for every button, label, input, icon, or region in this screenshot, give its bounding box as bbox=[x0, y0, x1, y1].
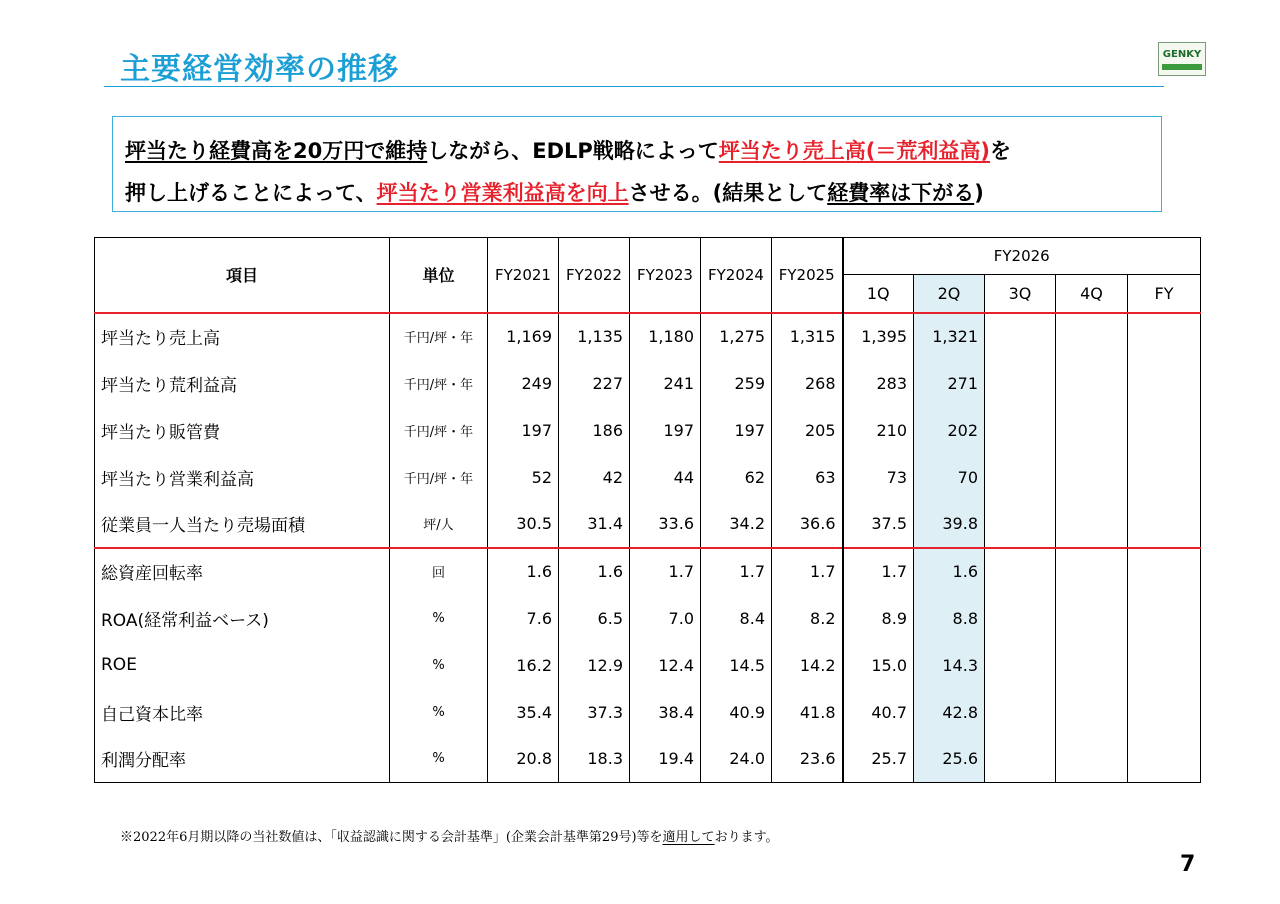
header-quarter: 4Q bbox=[1056, 275, 1128, 313]
logo-text: GENKY bbox=[1162, 49, 1202, 60]
value-cell: 52 bbox=[488, 454, 559, 501]
value-cell bbox=[1056, 360, 1128, 407]
value-cell: 19.4 bbox=[630, 736, 701, 783]
value-cell: 1,180 bbox=[630, 313, 701, 360]
value-cell bbox=[1056, 548, 1128, 595]
value-cell bbox=[985, 689, 1056, 736]
table-row bbox=[95, 407, 1201, 454]
value-cell: 241 bbox=[630, 360, 701, 407]
value-cell: 41.8 bbox=[772, 689, 843, 736]
row-item-label: 自己資本比率 bbox=[95, 689, 390, 736]
value-cell bbox=[1128, 595, 1201, 642]
table-row bbox=[95, 736, 1201, 783]
value-cell: 40.9 bbox=[701, 689, 772, 736]
value-cell: 1.7 bbox=[630, 548, 701, 595]
value-cell: 1.7 bbox=[772, 548, 843, 595]
header-quarter: 2Q bbox=[914, 275, 985, 313]
logo-bar bbox=[1162, 64, 1202, 70]
value-cell: 34.2 bbox=[701, 501, 772, 548]
header-year: FY2024 bbox=[701, 238, 772, 313]
message-segment: 坪当たり営業利益高を向上 bbox=[376, 181, 629, 205]
message-segment: ) bbox=[974, 181, 984, 205]
value-cell: 30.5 bbox=[488, 501, 559, 548]
value-cell bbox=[1056, 407, 1128, 454]
value-cell: 40.7 bbox=[843, 689, 914, 736]
value-cell: 283 bbox=[843, 360, 914, 407]
value-cell: 268 bbox=[772, 360, 843, 407]
table-row bbox=[95, 501, 1201, 548]
value-cell: 1.7 bbox=[843, 548, 914, 595]
value-cell: 12.9 bbox=[559, 642, 630, 689]
value-cell bbox=[1056, 689, 1128, 736]
header-year: FY2022 bbox=[559, 238, 630, 313]
value-cell bbox=[1056, 454, 1128, 501]
row-item-label: 利潤分配率 bbox=[95, 736, 390, 783]
value-cell: 31.4 bbox=[559, 501, 630, 548]
value-cell bbox=[985, 407, 1056, 454]
page-title: 主要経営効率の推移 bbox=[120, 52, 399, 87]
message-segment: させる。(結果として bbox=[628, 181, 828, 205]
value-cell: 210 bbox=[843, 407, 914, 454]
value-cell: 249 bbox=[488, 360, 559, 407]
value-cell: 8.9 bbox=[843, 595, 914, 642]
value-cell: 14.3 bbox=[914, 642, 985, 689]
value-cell bbox=[1056, 642, 1128, 689]
header-quarter: FY bbox=[1128, 275, 1201, 313]
row-unit: % bbox=[390, 595, 488, 642]
table-row bbox=[95, 313, 1201, 360]
table-row bbox=[95, 595, 1201, 642]
value-cell: 16.2 bbox=[488, 642, 559, 689]
value-cell: 44 bbox=[630, 454, 701, 501]
value-cell: 38.4 bbox=[630, 689, 701, 736]
value-cell: 37.3 bbox=[559, 689, 630, 736]
value-cell bbox=[985, 454, 1056, 501]
row-unit: 千円/坪・年 bbox=[390, 313, 488, 360]
value-cell bbox=[1056, 736, 1128, 783]
table-row bbox=[95, 642, 1201, 689]
value-cell: 271 bbox=[914, 360, 985, 407]
value-cell: 25.6 bbox=[914, 736, 985, 783]
value-cell: 197 bbox=[701, 407, 772, 454]
value-cell: 25.7 bbox=[843, 736, 914, 783]
row-unit: % bbox=[390, 736, 488, 783]
value-cell: 1,395 bbox=[843, 313, 914, 360]
value-cell: 197 bbox=[630, 407, 701, 454]
value-cell: 12.4 bbox=[630, 642, 701, 689]
value-cell bbox=[1128, 642, 1201, 689]
value-cell: 14.5 bbox=[701, 642, 772, 689]
row-unit: 坪/人 bbox=[390, 501, 488, 548]
value-cell: 227 bbox=[559, 360, 630, 407]
value-cell: 24.0 bbox=[701, 736, 772, 783]
value-cell: 1,321 bbox=[914, 313, 985, 360]
value-cell: 15.0 bbox=[843, 642, 914, 689]
value-cell bbox=[1128, 689, 1201, 736]
header-item: 項目 bbox=[95, 238, 390, 313]
value-cell bbox=[1128, 407, 1201, 454]
table-row bbox=[95, 454, 1201, 501]
value-cell bbox=[1128, 736, 1201, 783]
row-unit: % bbox=[390, 642, 488, 689]
value-cell bbox=[985, 313, 1056, 360]
footnote-text-end: おります。 bbox=[714, 830, 779, 845]
row-item-label: 従業員一人当たり売場面積 bbox=[95, 501, 390, 548]
value-cell: 70 bbox=[914, 454, 985, 501]
value-cell: 63 bbox=[772, 454, 843, 501]
value-cell: 35.4 bbox=[488, 689, 559, 736]
header-year: FY2025 bbox=[772, 238, 843, 313]
value-cell: 73 bbox=[843, 454, 914, 501]
row-unit: 回 bbox=[390, 548, 488, 595]
value-cell: 36.6 bbox=[772, 501, 843, 548]
value-cell bbox=[985, 360, 1056, 407]
row-unit: % bbox=[390, 689, 488, 736]
value-cell: 6.5 bbox=[559, 595, 630, 642]
page-number: 7 bbox=[1180, 852, 1196, 877]
value-cell bbox=[1056, 501, 1128, 548]
value-cell bbox=[1056, 595, 1128, 642]
row-unit: 千円/坪・年 bbox=[390, 360, 488, 407]
value-cell: 62 bbox=[701, 454, 772, 501]
header-quarter: 3Q bbox=[985, 275, 1056, 313]
value-cell: 20.8 bbox=[488, 736, 559, 783]
value-cell: 1,315 bbox=[772, 313, 843, 360]
table-row bbox=[95, 360, 1201, 407]
message-segment: しながら、EDLP戦略によって bbox=[427, 139, 719, 163]
row-item-label: 坪当たり営業利益高 bbox=[95, 454, 390, 501]
key-message-line-1 bbox=[125, 135, 1011, 165]
header-unit: 単位 bbox=[390, 238, 488, 313]
value-cell: 205 bbox=[772, 407, 843, 454]
table-row bbox=[95, 689, 1201, 736]
row-item-label: 坪当たり販管費 bbox=[95, 407, 390, 454]
value-cell: 42 bbox=[559, 454, 630, 501]
value-cell: 1.7 bbox=[701, 548, 772, 595]
value-cell: 1,275 bbox=[701, 313, 772, 360]
title-underline bbox=[104, 86, 1164, 87]
row-item-label: 総資産回転率 bbox=[95, 548, 390, 595]
message-segment: 押し上げることによって、 bbox=[125, 181, 377, 205]
row-unit: 千円/坪・年 bbox=[390, 407, 488, 454]
value-cell: 1.6 bbox=[559, 548, 630, 595]
value-cell: 202 bbox=[914, 407, 985, 454]
key-message-line-2 bbox=[125, 177, 984, 207]
header-quarter: 1Q bbox=[843, 275, 914, 313]
value-cell bbox=[985, 501, 1056, 548]
value-cell: 14.2 bbox=[772, 642, 843, 689]
row-item-label: ROA(経常利益ベース) bbox=[95, 595, 390, 642]
value-cell: 197 bbox=[488, 407, 559, 454]
value-cell bbox=[1128, 501, 1201, 548]
footnote-underlined: 適用して bbox=[662, 830, 715, 845]
header-fy2026: FY2026 bbox=[843, 238, 1201, 275]
value-cell: 8.8 bbox=[914, 595, 985, 642]
value-cell: 33.6 bbox=[630, 501, 701, 548]
row-item-label: 坪当たり荒利益高 bbox=[95, 360, 390, 407]
value-cell: 186 bbox=[559, 407, 630, 454]
value-cell bbox=[1128, 454, 1201, 501]
value-cell bbox=[1128, 548, 1201, 595]
row-unit: 千円/坪・年 bbox=[390, 454, 488, 501]
value-cell: 8.4 bbox=[701, 595, 772, 642]
footnote bbox=[120, 826, 779, 845]
message-segment: 坪当たり経費高を20万円で維持 bbox=[125, 139, 428, 163]
value-cell: 23.6 bbox=[772, 736, 843, 783]
value-cell: 37.5 bbox=[843, 501, 914, 548]
row-item-label: 坪当たり売上高 bbox=[95, 313, 390, 360]
message-segment: を bbox=[990, 139, 1011, 163]
value-cell: 8.2 bbox=[772, 595, 843, 642]
value-cell: 42.8 bbox=[914, 689, 985, 736]
message-segment: 経費率は下がる bbox=[827, 181, 975, 205]
value-cell: 1.6 bbox=[488, 548, 559, 595]
value-cell: 1,169 bbox=[488, 313, 559, 360]
header-year: FY2023 bbox=[630, 238, 701, 313]
key-message-box bbox=[112, 116, 1162, 212]
value-cell bbox=[1056, 313, 1128, 360]
value-cell: 1.6 bbox=[914, 548, 985, 595]
value-cell: 39.8 bbox=[914, 501, 985, 548]
company-logo bbox=[1158, 42, 1206, 76]
value-cell bbox=[1128, 313, 1201, 360]
value-cell bbox=[1128, 360, 1201, 407]
value-cell: 7.6 bbox=[488, 595, 559, 642]
value-cell bbox=[985, 642, 1056, 689]
value-cell bbox=[985, 548, 1056, 595]
value-cell: 7.0 bbox=[630, 595, 701, 642]
value-cell: 259 bbox=[701, 360, 772, 407]
value-cell bbox=[985, 736, 1056, 783]
row-item-label: ROE bbox=[95, 642, 390, 689]
table-row bbox=[95, 548, 1201, 595]
value-cell bbox=[985, 595, 1056, 642]
footnote-text: ※2022年6月期以降の当社数値は、「収益認識に関する会計基準」(企業会計基準第29号)等を bbox=[120, 830, 663, 845]
header-year: FY2021 bbox=[488, 238, 559, 313]
message-segment: 坪当たり売上高(＝荒利益高) bbox=[718, 139, 990, 163]
efficiency-table bbox=[94, 237, 1201, 783]
value-cell: 18.3 bbox=[559, 736, 630, 783]
value-cell: 1,135 bbox=[559, 313, 630, 360]
